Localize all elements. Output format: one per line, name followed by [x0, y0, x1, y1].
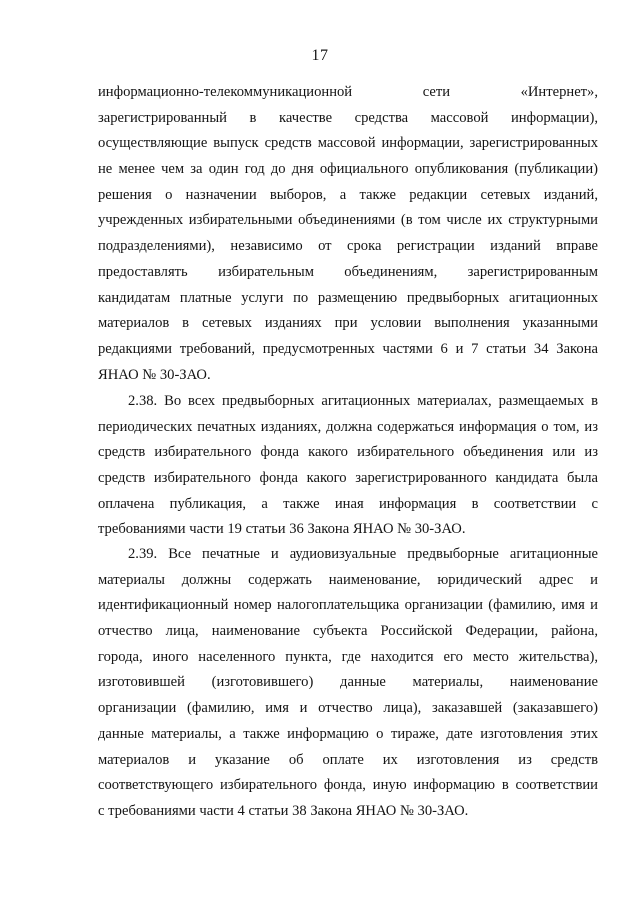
text-line: материалы должны содержать наименование, юридический адрес и: [98, 571, 598, 588]
text-line: средств избирательного фонда какого зарегистрированного кандидата была: [98, 470, 598, 487]
text-line: 2.38. Во всех предвыборных агитационных материалах, размещаемых в: [128, 393, 598, 409]
text-line: оплачена публикация, а также иная информация в соответствии с: [98, 495, 598, 512]
text-line: 2.39. Все печатные и аудиовизуальные предвыборные агитационные: [128, 546, 598, 562]
text-line: ЯНАО № 30-ЗАО.: [98, 366, 211, 383]
text-line: средств избирательного фонда какого избирательного объединения или из: [98, 444, 598, 461]
text-line: осуществляющие выпуск средств массовой информации, зарегистрированных: [98, 135, 598, 152]
text-line: соответствующего избирательного фонда, иную информацию в соответствии: [98, 777, 598, 794]
page-number: 17: [311, 47, 329, 64]
text-line: материалов и указание об оплате их изготовления из средств: [98, 751, 598, 768]
text-line: периодических печатных изданиях, должна содержаться информация о том, из: [98, 418, 598, 435]
text-line: требованиями части 19 статьи 36 Закона ЯНАО № 30-ЗАО.: [98, 521, 466, 538]
text-line: зарегистрированный в качестве средства массовой информации),: [98, 109, 598, 126]
text-line: изготовившей (изготовившего) данные материалы, наименование: [98, 674, 598, 691]
text-line: материалов в сетевых изданиях при условии выполнения указанными: [98, 315, 598, 332]
text-line: решения о назначении выборов, а также редакции сетевых изданий,: [98, 186, 598, 203]
text-line: кандидатам платные услуги по размещению предвыборных агитационных: [98, 289, 598, 306]
text-line: учрежденных избирательными объединениями (в том числе их структурными: [98, 212, 598, 229]
text-line: данные материалы, а также информацию о тираже, дате изготовления этих: [98, 725, 598, 742]
paragraph-2-38: [98, 389, 598, 543]
text-line: отчество лица, наименование субъекта Российской Федерации, района,: [98, 623, 598, 640]
text-line: организации (фамилию, имя и отчество лица), заказавшей (заказавшего): [98, 700, 598, 717]
text-line: подразделениями), независимо от срока регистрации изданий вправе: [98, 238, 598, 255]
text-line: с требованиями части 4 статьи 38 Закона ЯНАО № 30-ЗАО.: [98, 802, 469, 819]
paragraph-2-39: [98, 542, 598, 825]
text-line: идентификационный номер налогоплательщика организации (фамилию, имя и: [98, 597, 598, 614]
text-line: редакциями требований, предусмотренных частями 6 и 7 статьи 34 Закона: [98, 340, 598, 357]
paragraph-continuation: [98, 80, 598, 388]
text-line: предоставлять избирательным объединениям, зарегистрированным: [98, 263, 598, 280]
text-line: города, иного населенного пункта, где находится его место жительства),: [98, 648, 598, 665]
text-line: информационно-телекоммуникационной сети «Интернет»,: [98, 84, 598, 100]
text-line: не менее чем за один год до дня официального опубликования (публикации): [98, 161, 598, 178]
